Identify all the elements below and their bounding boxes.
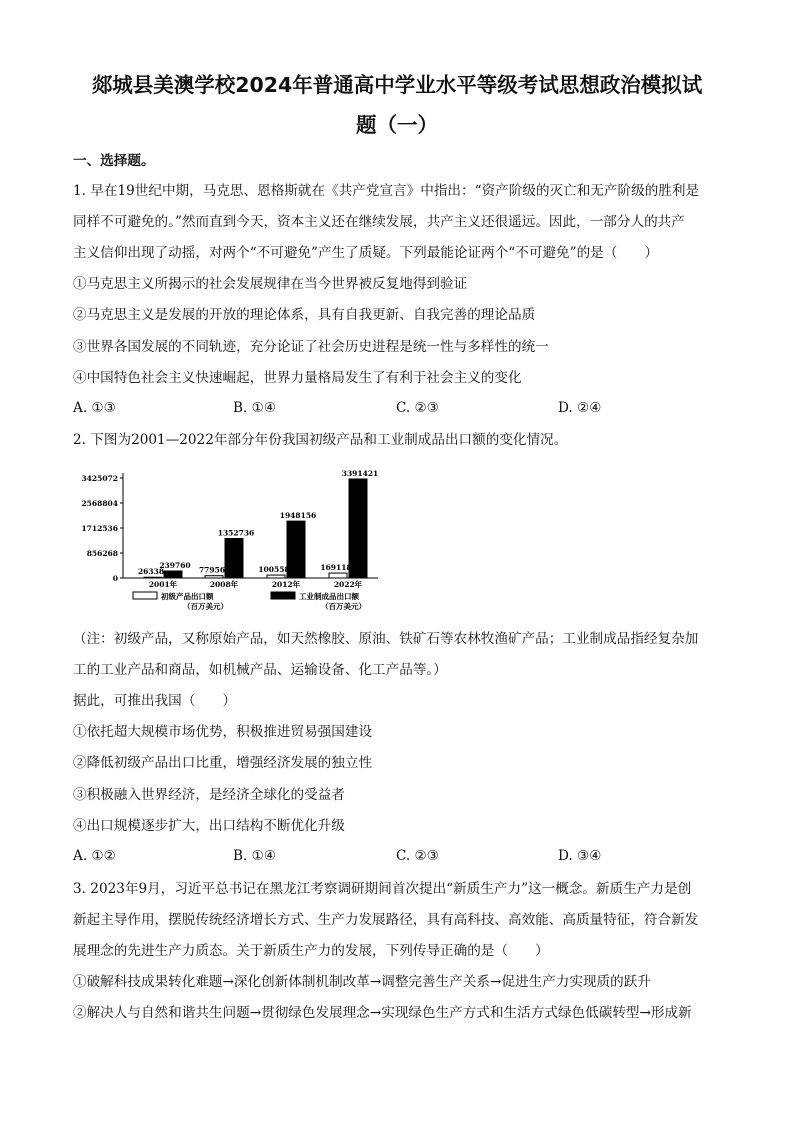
section-heading: 一、选择题。 [73,153,155,169]
bar-primary-products [329,573,347,578]
q3-line: 3. 2023年9月，习近平总书记在黑龙江考察调研期间首次提出“新质生产力”这一概念。新质生产力是创 [73,881,692,897]
x-tick-label: 2001年 [148,580,178,589]
x-tick-label: 2008年 [209,580,239,589]
legend-swatch-manufactured [271,592,295,599]
q3-line: 新起主导作用，摆脱传统经济增长方式、生产力发展路径，具有高科技、高效能、高质量特征，符合新发 [73,912,699,928]
q2-item: ②降低初级产品出口比重，增强经济发展的独立性 [73,755,373,771]
x-tick-label: 2022年 [333,580,363,589]
q1-item: ③世界各国发展的不同轨迹，充分论证了社会历史进程是统一性与多样性的统一 [73,339,549,355]
y-tick-label: 1712536 [81,524,118,533]
data-label: 100558 [258,565,290,575]
data-label: 1948156 [279,511,317,521]
data-label: 1352736 [217,528,255,538]
data-label: 26338 [137,567,165,577]
q1-line: 同样不可避免的。”然而直到今天，资本主义还在继续发展，共产主义还很遥远。因此，一部分人的共产 [73,214,685,230]
q2-option-a: A. ①② [73,848,116,864]
bar-manufactured-products [225,539,243,578]
data-label: 3391421 [341,468,379,478]
bar-manufactured-products [349,479,367,578]
q2-note: 工的工业产品和商品，如机械产品、运输设备、化工产品等。） [73,662,447,678]
legend-swatch-primary [133,592,157,599]
bar-manufactured-products [164,571,182,578]
legend-unit: （百万美元） [321,602,366,611]
q2-note: （注：初级产品，又称原始产品，如天然橡胶、原油、铁矿石等农林牧渔矿产品；工业制成品指经复杂加 [73,631,699,647]
x-tick-label: 2012年 [271,580,301,589]
q2-ask: 据此，可推出我国（ ） [73,693,237,709]
q2-stem: 2. 下图为2001—2022年部分年份我国初级产品和工业制成品出口额的变化情况。 [73,432,568,448]
bar-primary-products [205,576,223,578]
q1-option-c: C. ②③ [396,400,439,416]
q1-item: ①马克思主义所揭示的社会发展规律在当今世界被反复地得到验证 [73,276,468,292]
y-tick-label: 0 [112,574,118,583]
legend-label: 工业制成品出口额 [299,592,359,601]
q1-item: ②马克思主义是发展的开放的理论体系，具有自我更新、自我完善的理论品质 [73,307,536,323]
data-label: 169118 [320,563,352,573]
bar-primary-products [144,577,162,578]
q1-option-b: B. ①④ [233,400,277,416]
q2-option-d: D. ③④ [558,848,602,864]
exam-title-line1: 郯城县美澳学校2024年普通高中学业水平等级考试思想政治模拟试 [91,73,703,97]
exam-title-line2: 题（一） [356,113,438,137]
y-tick-label: 856268 [86,549,118,558]
q1-line: 1. 早在19世纪中期，马克思、恩格斯就在《共产党宣言》中指出：“资产阶级的灭亡和无产阶级的胜利是 [73,183,700,199]
q1-option-d: D. ②④ [558,400,602,416]
bar-manufactured-products [287,521,305,578]
q2-item: ①依托超大规模市场优势，积极推进贸易强国建设 [73,724,373,740]
export-bar-chart [73,465,403,615]
q2-item: ④出口规模逐步扩大，出口结构不断优化升级 [73,818,345,834]
legend-unit: （百万美元） [183,602,228,611]
data-label: 239760 [159,560,191,570]
q3-item: ①破解科技成果转化难题→深化创新体制机制改革→调整完善生产关系→促进生产力实现质的跃升 [73,974,651,990]
q2-option-b: B. ①④ [233,848,277,864]
q3-line: 展理念的先进生产力质态。关于新质生产力的发展，下列传导正确的是（ ） [73,943,549,959]
q1-item: ④中国特色社会主义快速崛起，世界力量格局发生了有利于社会主义的变化 [73,370,522,386]
q3-item: ②解决人与自然和谐共生问题→贯彻绿色发展理念→实现绿色生产方式和生活方式绿色低碳转型→形成新 [73,1005,692,1021]
legend-label: 初级产品出口额 [161,592,214,601]
y-tick-label: 3425072 [81,474,118,483]
q1-line: 主义信仰出现了动摇，对两个“不可避免”产生了质疑。下列最能论证两个“不可避免”的是（ ） [73,245,659,261]
q1-option-a: A. ①③ [73,400,116,416]
bar-primary-products [267,575,285,578]
q2-item: ③积极融入世界经济，是经济全球化的受益者 [73,787,345,803]
data-label: 77956 [198,565,226,575]
y-tick-label: 2568804 [81,499,118,508]
q2-option-c: C. ②③ [396,848,439,864]
